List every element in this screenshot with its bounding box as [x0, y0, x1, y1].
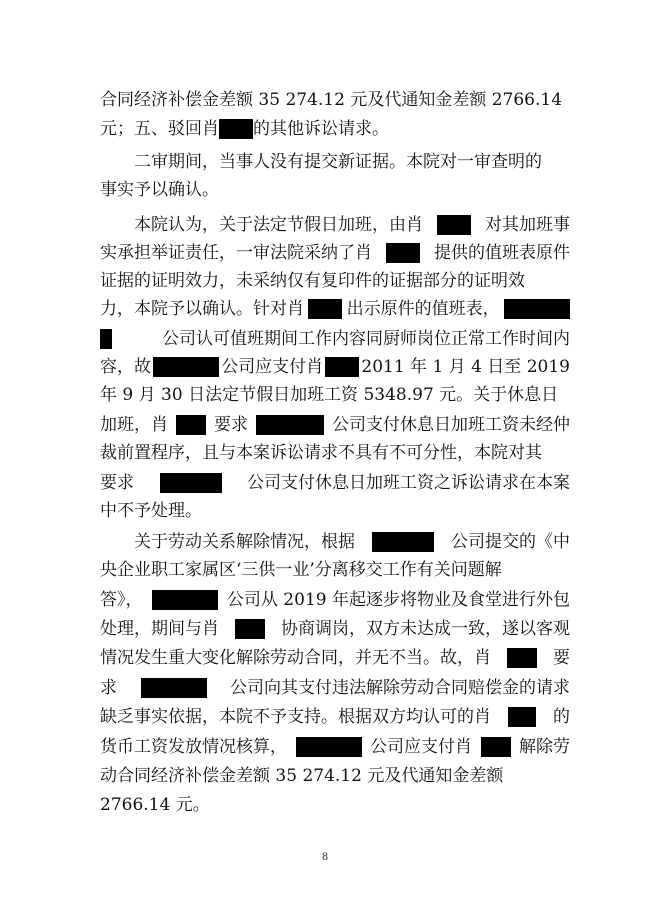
- text-segment: 要求: [214, 415, 248, 435]
- text-segment: 加班，肖: [100, 415, 168, 435]
- text-line: [134, 210, 570, 240]
- text-segment: 央企业职工家属区‘三供一业’分离移交工作有关问题解: [100, 560, 502, 580]
- text-segment: 缺乏事实依据，本院不予支持。根据双方均认可的肖: [100, 707, 491, 727]
- text-line: [100, 85, 570, 115]
- text-line: [100, 380, 570, 410]
- text-line: [100, 324, 570, 354]
- text-segment: 求: [100, 678, 117, 698]
- text-line: [100, 790, 570, 820]
- text-segment: 出示原件的值班表，: [346, 299, 500, 319]
- redaction-box: [437, 215, 471, 235]
- text-line: [100, 352, 570, 382]
- text-segment: 力，本院予以确认。针对肖: [100, 299, 304, 319]
- text-segment: 公司应支付肖: [221, 357, 324, 377]
- text-line: [100, 266, 570, 296]
- text-line: [100, 410, 570, 440]
- text-segment: 本院认为，关于法定节假日加班，由肖: [134, 215, 423, 235]
- text-segment: 证据的证明效力，未采纳仅有复印件的证据部分的证明效: [100, 271, 525, 291]
- text-segment: 公司提交的《中: [451, 532, 570, 552]
- text-segment: 中不予处理。: [100, 501, 202, 521]
- redaction-box: [160, 473, 222, 493]
- text-segment: 2011 年 1 月 4 日至 2019: [361, 357, 570, 377]
- redaction-box: [153, 357, 219, 377]
- text-line: [134, 147, 570, 177]
- text-segment: 解除劳: [519, 737, 570, 757]
- text-segment: 协商调岗，双方未达成一致，遂以客观: [281, 619, 570, 639]
- text-line: [100, 643, 570, 673]
- text-segment: 情况发生重大变化解除劳动合同，并无不当。故，肖: [100, 648, 491, 668]
- text-segment: 提供的值班表原件: [434, 243, 570, 263]
- text-segment: 要: [553, 648, 570, 668]
- text-segment: 公司支付休息日加班工资之诉讼请求在本案: [247, 473, 570, 493]
- text-segment: 公司认可值班期间工作内容同厨师岗位正常工作时间内: [162, 329, 570, 349]
- redaction-box: [219, 119, 253, 139]
- text-line: [100, 702, 570, 732]
- text-line: [100, 468, 570, 498]
- text-line: [100, 438, 570, 468]
- text-line: [100, 614, 570, 644]
- text-segment: 裁前置程序，且与本案诉讼请求不具有不可分性，本院对其: [100, 443, 542, 463]
- redaction-box: [481, 737, 511, 757]
- text-segment: 公司应支付肖: [370, 737, 472, 757]
- redaction-box: [235, 619, 265, 639]
- text-segment: 货币工资发放情况核算，: [100, 737, 287, 757]
- text-line: [100, 673, 570, 703]
- text-segment: 实承担举证责任，一审法院采纳了肖: [100, 243, 372, 263]
- text-segment: 对其加班事: [485, 215, 570, 235]
- redaction-box: [176, 415, 206, 435]
- text-segment: 关于劳动关系解除情况，根据: [134, 532, 355, 552]
- text-segment: 处理，期间与肖: [100, 619, 219, 639]
- redaction-box: [508, 707, 536, 727]
- redaction-box: [296, 737, 362, 757]
- text-line: [100, 294, 570, 324]
- text-segment: 合同经济补偿金差额 35 274.12 元及代通知金差额 2766.14: [100, 90, 563, 110]
- page-number: 8: [321, 852, 329, 863]
- text-line: [100, 585, 570, 615]
- text-line: [100, 732, 570, 762]
- text-segment: 公司从 2019 年起逐步将物业及食堂进行外包: [226, 590, 570, 610]
- redaction-box: [386, 243, 420, 263]
- text-segment: 二审期间，当事人没有提交新证据。本院对一审查明的: [134, 152, 542, 172]
- text-segment: 元；五、驳回肖: [100, 119, 219, 139]
- redaction-box: [325, 357, 359, 377]
- text-segment: 事实予以确认。: [100, 180, 219, 200]
- text-line: [100, 238, 570, 268]
- text-segment: 动合同经济补偿金差额 35 274.12 元及代通知金差额: [100, 766, 504, 786]
- text-segment: 2766.14 元。: [100, 795, 210, 815]
- redaction-box: [100, 329, 112, 349]
- text-segment: 公司支付休息日加班工资未经仲: [332, 415, 570, 435]
- text-segment: 要求: [100, 473, 134, 493]
- redaction-box: [152, 590, 218, 610]
- text-segment: 公司向其支付违法解除劳动合同赔偿金的请求: [230, 678, 570, 698]
- text-line: [100, 175, 570, 205]
- text-segment: 年 9 月 30 日法定节假日加班工资 5348.97 元。关于休息日: [100, 385, 559, 405]
- text-segment: 的其他诉讼请求。: [253, 119, 389, 139]
- redaction-box: [308, 299, 342, 319]
- redaction-box: [372, 532, 434, 552]
- redaction-box: [141, 678, 207, 698]
- redaction-box: [256, 415, 324, 435]
- redaction-box: [504, 299, 570, 319]
- text-line: [134, 527, 570, 557]
- text-segment: 答》，: [100, 590, 143, 610]
- redaction-box: [507, 648, 537, 668]
- text-segment: 容，故: [100, 357, 151, 377]
- text-line: [100, 114, 570, 144]
- text-line: [100, 496, 570, 526]
- text-line: [100, 761, 570, 791]
- text-segment: 的: [553, 707, 570, 727]
- text-line: [100, 555, 570, 585]
